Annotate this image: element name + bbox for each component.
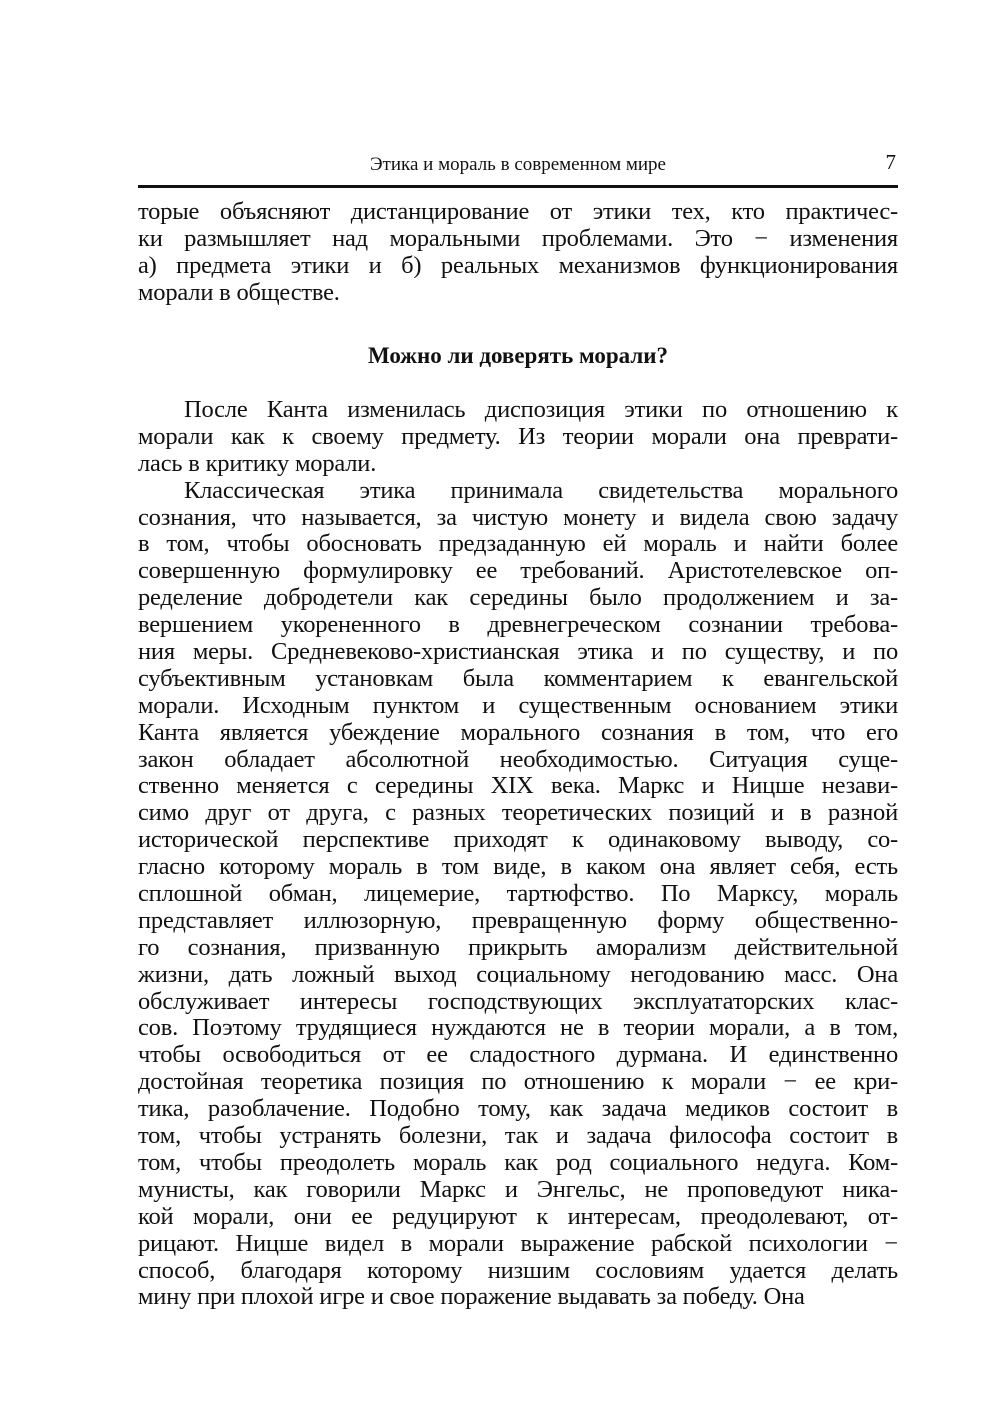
text-line: Классическая этика принимала свидетельства морального — [184, 476, 898, 504]
text-line: лась в критику морали. — [138, 449, 377, 477]
text-line: рицают. Ницше видел в морали выражение рабской психологии − — [138, 1229, 898, 1257]
text-line: сов. Поэтому трудящиеся нуждаются не в теории морали, а в том, — [138, 1014, 898, 1042]
continued-paragraph — [138, 199, 898, 307]
text-line: мунисты, как говорили Маркс и Энгельс, не проповедуют ника- — [138, 1175, 898, 1203]
text-line: го сознания, призванную прикрыть аморализм действительной — [138, 933, 898, 961]
text-line: кой морали, они ее редуцируют к интересам, преодолевают, от- — [138, 1202, 898, 1230]
text-line: морали в обществе. — [138, 278, 340, 306]
text-line: том, чтобы устранять болезни, так и задача философа состоит в — [138, 1122, 898, 1150]
text-line: том, чтобы преодолеть мораль как род социального недуга. Ком- — [138, 1148, 898, 1176]
running-head-title: Этика и мораль в современном мире — [370, 154, 666, 175]
text-line: закон обладает абсолютной необходимостью. Ситуация суще- — [138, 745, 898, 773]
text-line: вершением укорененного в древнегреческом сознании требова- — [138, 611, 898, 639]
text-line: ственно меняется с середины XIX века. Маркс и Ницше незави- — [138, 772, 898, 800]
body-text — [138, 397, 898, 1311]
text-line: симо друг от друга, с разных теоретических позиций и в разной — [138, 799, 898, 827]
text-line: морали как к своему предмету. Из теории морали она преврати- — [138, 422, 898, 450]
header-rule — [138, 185, 898, 188]
text-line: достойная теоретика позиция по отношению к морали − ее кри- — [138, 1068, 898, 1096]
text-line: обслуживает интересы господствующих эксплуататорских клас- — [138, 987, 898, 1015]
text-line: торые объясняют дистанцирование от этики тех, кто практичес- — [138, 198, 898, 225]
text-line: в том, чтобы обосновать предзаданную ей мораль и найти более — [138, 530, 898, 558]
text-line: сплошной обман, лицемерие, тартюфство. По Марксу, мораль — [138, 880, 898, 908]
text-line: чтобы освободиться от ее сладостного дурмана. И единственно — [138, 1041, 898, 1069]
text-line: сознания, что называется, за чистую монету и видела свою задачу — [138, 503, 898, 531]
text-line: ки размышляет над моральными проблемами. Это − изменения — [138, 224, 898, 252]
running-head — [138, 150, 898, 180]
text-line: тика, разоблачение. Подобно тому, как задача медиков состоит в — [138, 1095, 898, 1123]
text-line: морали. Исходным пунктом и существенным основанием этики — [138, 691, 898, 719]
text-line: субъективным установкам была комментарием к евангельской — [138, 664, 898, 692]
text-line: Канта является убеждение морального сознания в том, что его — [138, 718, 898, 746]
section-heading: Можно ли доверять морали? — [367, 343, 669, 368]
text-line: ределение добродетели как середины было продолжением и за- — [138, 584, 898, 612]
text-line: После Канта изменилась диспозиция этики по отношению к — [184, 396, 898, 423]
text-line: жизни, дать ложный выход социальному негодованию масс. Она — [138, 960, 898, 988]
text-line: ния меры. Средневеково-христианская этика и по существу, и по — [138, 638, 898, 666]
text-line: представляет иллюзорную, превращенную форму общественно- — [138, 906, 898, 934]
text-line: гласно которому мораль в том виде, в каком она являет себя, есть — [138, 853, 898, 881]
text-line: мину при плохой игре и свое поражение выдавать за победу. Она — [138, 1283, 805, 1311]
text-line: способ, благодаря которому низшим сословиям удается делать — [138, 1256, 898, 1284]
text-line: исторической перспективе приходят к одинаковому выводу, со- — [138, 826, 898, 854]
page-number: 7 — [885, 150, 896, 174]
text-line: совершенную формулировку ее требований. Аристотелевское оп- — [138, 557, 898, 585]
text-line: а) предмета этики и б) реальных механизмов функционирования — [138, 251, 898, 279]
